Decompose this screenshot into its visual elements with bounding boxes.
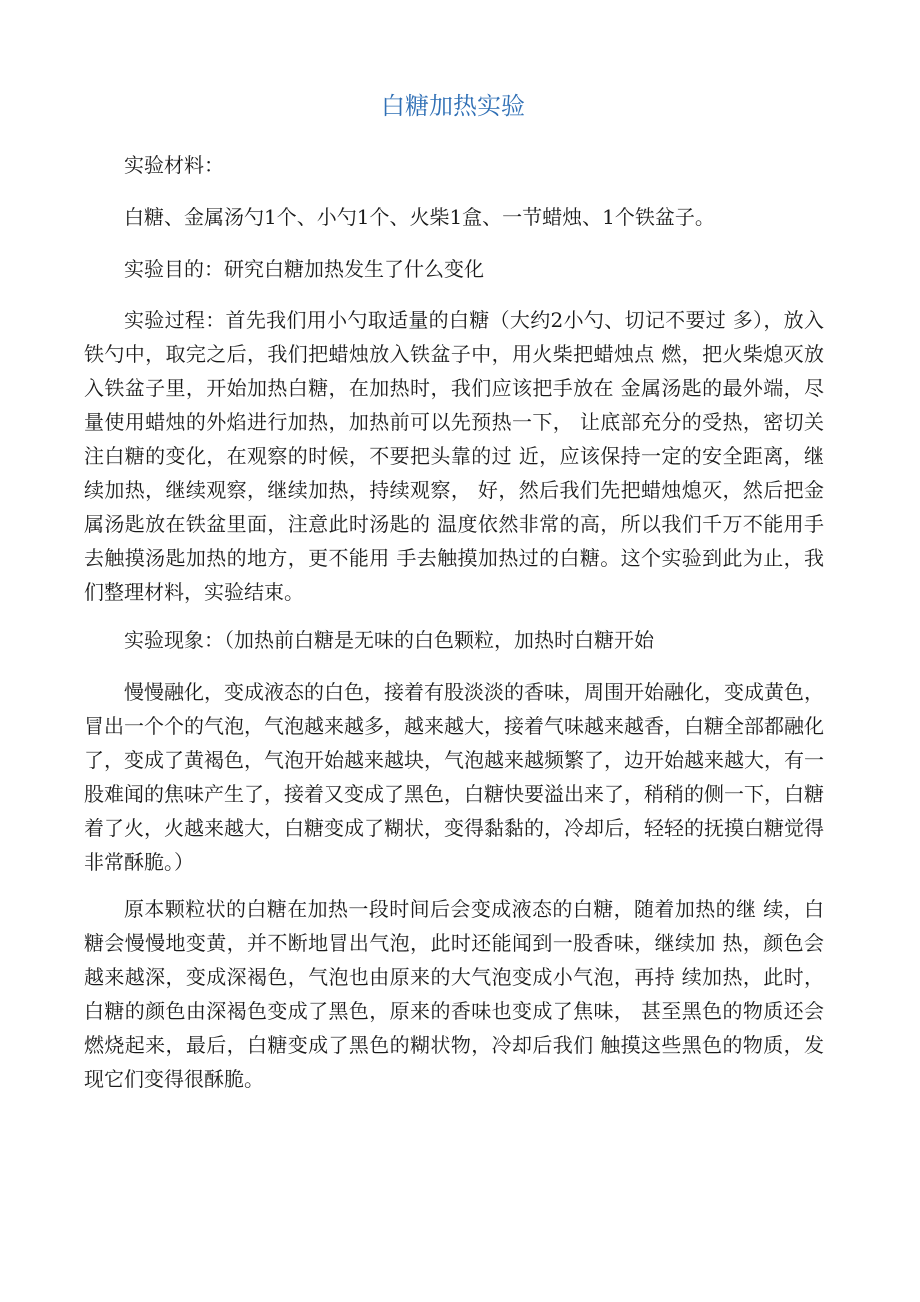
materials-paragraph: 白糖、金属汤勺1个、小勺1个、火柴1盒、一节蜡烛、1个铁盆子。 <box>124 205 715 229</box>
purpose-paragraph: 实验目的：研究白糖加热发生了什么变化 <box>124 257 484 281</box>
phenomenon-paragraph: 慢慢融化，变成液态的白色，接着有股淡淡的香味，周围开始融化，变成黄色，冒出一个个的气泡，气泡越来越多，越来越大，接着气味越来越香，白糖全部都融化了，变成了黄褐色，气泡开始越来越块，气泡越来越频繁了，边开始越来越大，有一股难闻的焦味产生了，接着又变成了黑色，白糖快要溢出来了，稍稍的侧一下，白糖着了火，火越来越大，白糖变成了糊状，变得黏黏的，冷却后，轻轻的抚摸白糖觉得非常酥脆。） <box>84 680 824 874</box>
phenomenon-label: 实验现象：（加热前白糖是无味的白色颗粒，加热时白糖开始 <box>124 628 654 652</box>
summary-paragraph: 原本颗粒状的白糖在加热一段时间后会变成液态的白糖，随着加热的继 续，白糖会慢慢地变黄，并不断地冒出气泡，此时还能闻到一股香味，继续加 热，颜色会越来越深，变成深褐色，气泡也由原来的大气泡变成小气泡，再持 续加热，此时，白糖的颜色由深褐色变成了黑色，原来的香味也变成了焦味， 甚至黑色的物质还会燃烧起来，最后，白糖变成了黑色的糊状物，冷却后我们 触摸这些黑色的物质，发现它们变得很酥脆。 <box>84 897 824 1091</box>
process-paragraph: 实验过程：首先我们用小勺取适量的白糖（大约2小勺、切记不要过 多），放入铁勺中，取完之后，我们把蜡烛放入铁盆子中，用火柴把蜡烛点 燃，把火柴熄灭放入铁盆子里，开始加热白糖，在加热时，我们应该把手放在 金属汤匙的最外端，尽量使用蜡烛的外焰进行加热，加热前可以先预热一下， 让底部充分的受热，密切关注白糖的变化，在观察的时候，不要把头靠的过 近，应该保持一定的安全距离，继续加热，继续观察，继续加热，持续观察， 好，然后我们先把蜡烛熄灭，然后把金属汤匙放在铁盆里面，注意此时汤匙的 温度依然非常的高，所以我们千万不能用手去触摸汤匙加热的地方，更不能用 手去触摸加热过的白糖。这个实验到此为止，我们整理材料，实验结束。 <box>84 308 824 604</box>
materials-label: 实验材料： <box>124 153 224 177</box>
document-title: 白糖加热实验 <box>381 92 525 120</box>
